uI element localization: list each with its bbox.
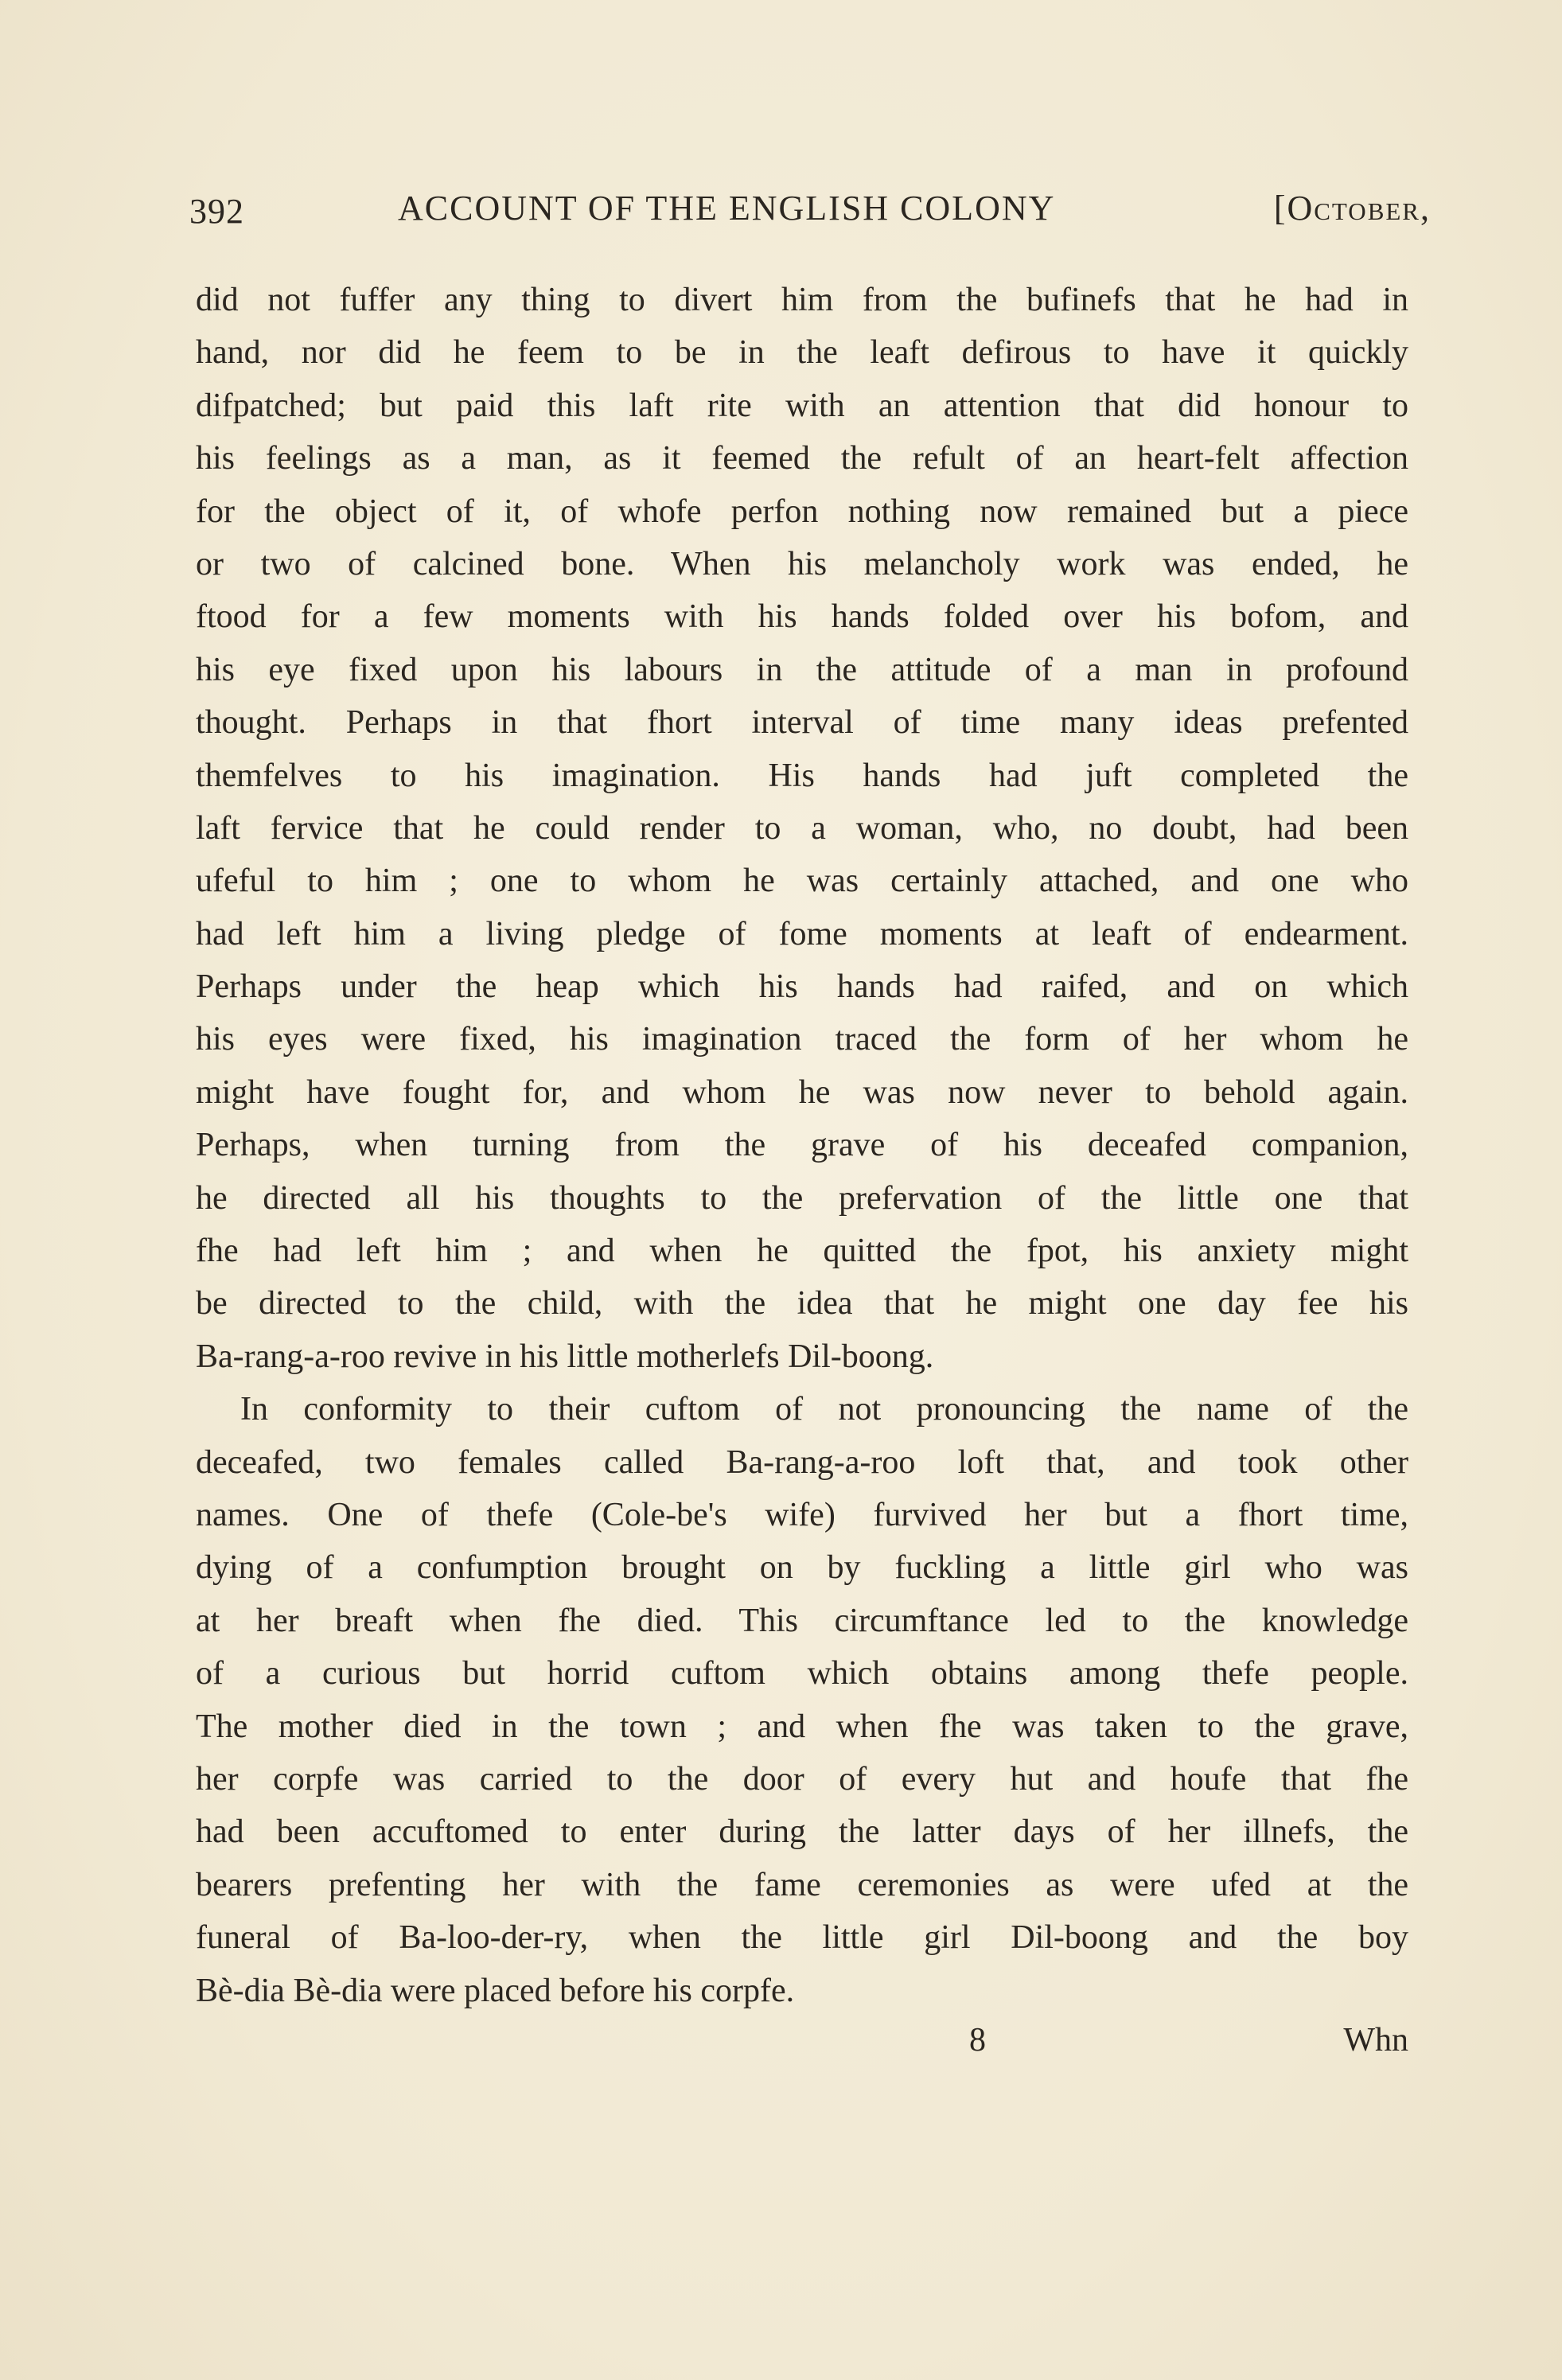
text-line: had been accuftomed to enter during the latter days of her illnefs, the bbox=[196, 1813, 1408, 1851]
text-line: did not fuffer any thing to divert him from the bufinefs that he had in bbox=[196, 282, 1408, 318]
text-line: funeral of Ba-loo-der-ry, when the little girl Dil-boong and the boy bbox=[196, 1919, 1408, 1957]
text-line: dying of a confumption brought on by fuckling a little girl who was bbox=[196, 1549, 1408, 1587]
text-line: bearers prefenting her with the fame ceremonies as were ufed at the bbox=[196, 1866, 1408, 1903]
text-line: for the object of it, of whofe perfon nothing now remained but a piece bbox=[196, 493, 1408, 530]
text-line: laft fervice that he could render to a woman, who, no doubt, had been bbox=[196, 809, 1408, 847]
text-line: his eyes were fixed, his imagination traced the form of her whom he bbox=[196, 1021, 1408, 1058]
page-number: 392 bbox=[189, 192, 244, 231]
running-date: [October, bbox=[1273, 189, 1431, 228]
text-line: thought. Perhaps in that fhort interval of time many ideas prefented bbox=[196, 704, 1408, 742]
text-line: deceafed, two females called Ba-rang-a-roo loft that, and took other bbox=[196, 1443, 1408, 1481]
text-line: difpatched; but paid this laft rite with an attention that did honour to bbox=[196, 387, 1408, 424]
text-line: fhe had left him ; and when he quitted the fpot, his anxiety might bbox=[196, 1233, 1408, 1270]
catchword: Whn bbox=[1343, 2022, 1408, 2059]
text-line: might have fought for, and whom he was now never to behold again. bbox=[196, 1073, 1408, 1111]
text-line: of a curious but horrid cuftom which obtains among thefe people. bbox=[196, 1655, 1408, 1692]
text-line: be directed to the child, with the idea that he might one day fee his bbox=[196, 1285, 1408, 1322]
text-line: In conformity to their cuftom of not pronouncing the name of the bbox=[240, 1391, 1408, 1428]
text-line: he directed all his thoughts to the prefervation of the little one that bbox=[196, 1179, 1408, 1217]
text-line: his eye fixed upon his labours in the attitude of a man in profound bbox=[196, 651, 1408, 688]
text-line: Perhaps under the heap which his hands had raifed, and on which bbox=[196, 968, 1408, 1006]
text-line: The mother died in the town ; and when fhe was taken to the grave, bbox=[196, 1708, 1408, 1745]
text-line: had left him a living pledge of fome moments at leaft of endearment. bbox=[196, 915, 1408, 952]
text-line: her corpfe was carried to the door of every hut and houfe that fhe bbox=[196, 1760, 1408, 1798]
signature-mark: 8 bbox=[969, 2022, 986, 2059]
page-footer bbox=[196, 2021, 1408, 2074]
text-line: names. One of thefe (Cole-be's wife) furvived her but a fhort time, bbox=[196, 1496, 1408, 1533]
running-title: ACCOUNT OF THE ENGLISH COLONY bbox=[398, 189, 1056, 228]
text-line: at her breaft when fhe died. This circumftance led to the knowledge bbox=[196, 1602, 1408, 1639]
running-head bbox=[189, 188, 1431, 236]
text-line: themfelves to his imagination. His hands had juft completed the bbox=[196, 757, 1408, 794]
body-text bbox=[196, 274, 1408, 2017]
text-line: or two of calcined bone. When his melancholy work was ended, he bbox=[196, 545, 1408, 582]
text-line: Ba-rang-a-roo revive in his little motherlefs Dil-boong. bbox=[196, 1338, 934, 1375]
text-line: hand, nor did he feem to be in the leaft defirous to have it quickly bbox=[196, 334, 1408, 372]
text-line: ufeful to him ; one to whom he was certainly attached, and one who bbox=[196, 863, 1408, 900]
text-line: ftood for a few moments with his hands folded over his bofom, and bbox=[196, 598, 1408, 636]
text-line: Perhaps, when turning from the grave of his deceafed companion, bbox=[196, 1127, 1408, 1164]
text-line: his feelings as a man, as it feemed the refult of an heart-felt affection bbox=[196, 440, 1408, 477]
text-line: Bè-dia Bè-dia were placed before his corpfe. bbox=[196, 1972, 795, 2009]
